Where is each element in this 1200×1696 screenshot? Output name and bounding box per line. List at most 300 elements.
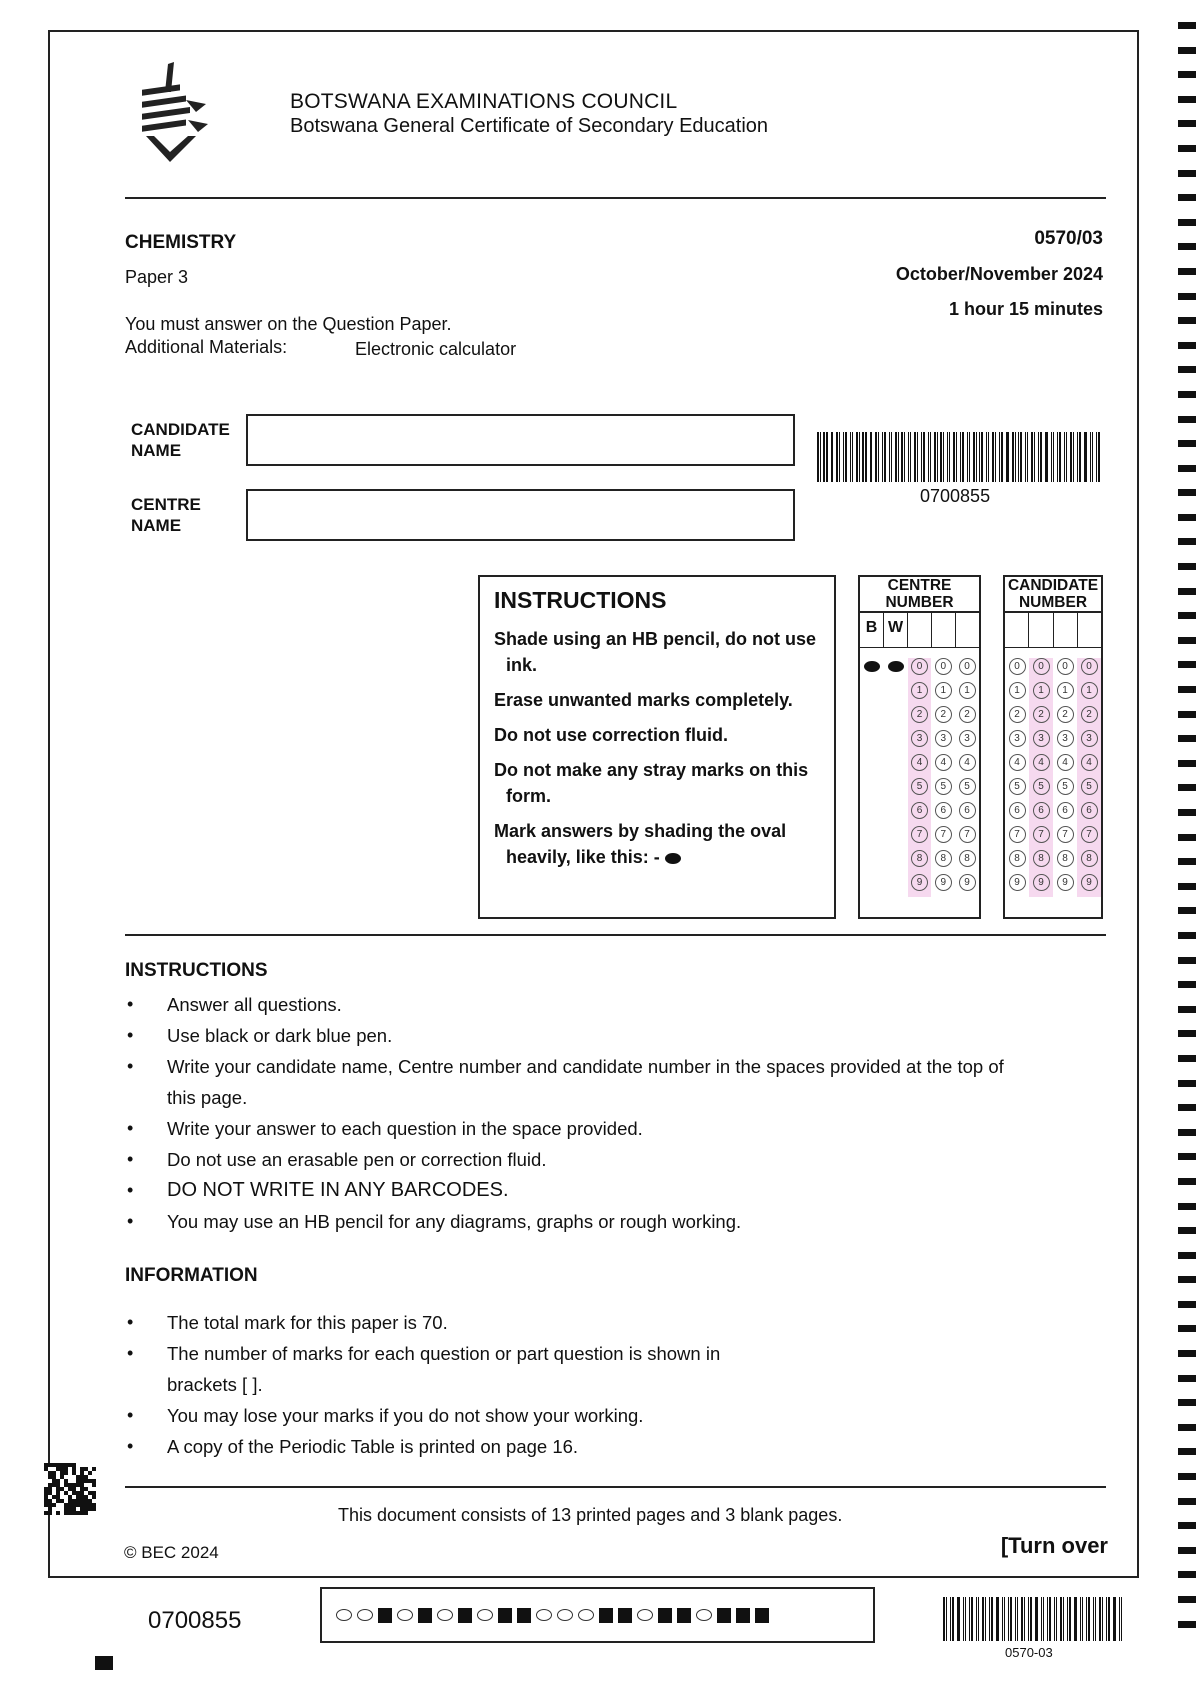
- timing-mark: [1178, 1325, 1196, 1332]
- digit-bubble[interactable]: 7: [1081, 826, 1098, 843]
- digit-bubble[interactable]: 3: [1033, 730, 1050, 747]
- barcode-bar: [1021, 1597, 1023, 1641]
- barcode-bar: [962, 432, 964, 482]
- barcode-bar: [1057, 432, 1058, 482]
- candidate-name-input[interactable]: [246, 414, 795, 466]
- barcode-bar: [940, 432, 941, 482]
- timing-mark: [1178, 907, 1196, 914]
- digit-bubble[interactable]: 5: [1057, 778, 1074, 795]
- digit-bubble[interactable]: 2: [1081, 706, 1098, 723]
- timing-mark: [1178, 1399, 1196, 1406]
- barcode-bar: [1079, 432, 1081, 482]
- grid-entry-cell[interactable]: [932, 613, 956, 647]
- digit-bubble[interactable]: 5: [1009, 778, 1026, 795]
- digit-bubble[interactable]: 7: [935, 826, 952, 843]
- barcode-bar: [1113, 1597, 1114, 1641]
- timing-mark: [1178, 883, 1196, 890]
- barcode-bar: [982, 1597, 984, 1641]
- barcode-bar: [979, 432, 980, 482]
- barcode-bar: [1093, 1597, 1094, 1641]
- timing-mark: [1178, 637, 1196, 644]
- barcode-bar: [1064, 432, 1065, 482]
- candidate-barcode: [817, 432, 1103, 482]
- omr-oval: [536, 1609, 552, 1621]
- digit-bubble[interactable]: 8: [1033, 850, 1050, 867]
- digit-bubble[interactable]: 2: [935, 706, 952, 723]
- timing-mark: [1178, 1104, 1196, 1111]
- barcode-bar: [1090, 432, 1092, 482]
- digit-bubble[interactable]: 8: [959, 850, 976, 867]
- digit-bubble[interactable]: 6: [935, 802, 952, 819]
- barcode-bar: [884, 432, 886, 482]
- omr-oval: [637, 1609, 653, 1621]
- barcode-bar: [1047, 1597, 1048, 1641]
- barcode-bar: [839, 432, 840, 482]
- grid-entry-cell[interactable]: [1054, 613, 1078, 647]
- digit-bubble[interactable]: 0: [935, 658, 952, 675]
- grid-bubbles: [1005, 648, 1101, 897]
- barcode-bar: [1063, 1597, 1064, 1641]
- digit-bubble[interactable]: 9: [1033, 874, 1050, 891]
- digit-bubble[interactable]: 4: [1057, 754, 1074, 771]
- digit-bubble[interactable]: 6: [959, 802, 976, 819]
- barcode-bar: [914, 432, 916, 482]
- timing-mark: [1178, 1473, 1196, 1480]
- digit-bubble[interactable]: 3: [911, 730, 928, 747]
- barcode-bar: [973, 432, 975, 482]
- timing-marks: [1178, 22, 1200, 1645]
- barcode-bar: [889, 432, 890, 482]
- barcode-bar: [1053, 432, 1054, 482]
- digit-bubble[interactable]: 8: [1081, 850, 1098, 867]
- bubble-column: [860, 658, 884, 897]
- barcode-bar: [995, 432, 996, 482]
- omr-square: [517, 1608, 531, 1623]
- barcode-bar: [1012, 432, 1014, 482]
- barcode-bar: [1080, 1597, 1082, 1641]
- barcode-bar: [965, 1597, 966, 1641]
- timing-mark: [1178, 1522, 1196, 1529]
- barcode-bar: [1095, 1597, 1096, 1641]
- omr-square: [618, 1608, 632, 1623]
- barcode-bar: [917, 432, 918, 482]
- digit-bubble[interactable]: 9: [935, 874, 952, 891]
- omr-oval: [357, 1609, 373, 1621]
- barcode-bar: [943, 1597, 945, 1641]
- barcode-bar: [1060, 1597, 1062, 1641]
- digit-bubble[interactable]: 9: [1057, 874, 1074, 891]
- digit-bubble[interactable]: 1: [911, 682, 928, 699]
- barcode-bar: [934, 432, 936, 482]
- label-line: NAME: [131, 516, 182, 535]
- timing-mark: [1178, 1448, 1196, 1455]
- barcode-bar: [865, 432, 867, 482]
- barcode-bar: [985, 1597, 986, 1641]
- turn-over: [Turn over: [1000, 1533, 1108, 1558]
- digit-bubble[interactable]: 0: [959, 658, 976, 675]
- barcode-bar: [950, 1597, 951, 1641]
- timing-mark: [1178, 1547, 1196, 1554]
- bubble-column: [1053, 658, 1077, 897]
- list-item: • Answer all questions.: [125, 989, 1005, 1020]
- answer-note: You must answer on the Question Paper.: [125, 314, 452, 334]
- timing-mark: [1178, 1276, 1196, 1283]
- barcode-bar: [928, 432, 929, 482]
- digit-bubble[interactable]: 8: [911, 850, 928, 867]
- omr-square: [755, 1608, 769, 1623]
- form-instruction-example: [494, 818, 820, 870]
- timing-mark: [1178, 809, 1196, 816]
- barcode-bar: [891, 432, 892, 482]
- timing-mark: [1178, 71, 1196, 78]
- label-line: CENTRE: [131, 495, 201, 514]
- digit-bubble[interactable]: 0: [1081, 658, 1098, 675]
- barcode-bar: [875, 432, 877, 482]
- paper-code-small: 0570-03: [1005, 1645, 1053, 1660]
- barcode-bar: [1085, 432, 1086, 482]
- barcode-bar: [856, 432, 858, 482]
- digit-bubble[interactable]: 7: [1009, 826, 1026, 843]
- barcode-bar: [1025, 432, 1026, 482]
- digit-bubble[interactable]: 1: [935, 682, 952, 699]
- barcode-bar: [997, 1597, 998, 1641]
- timing-mark: [1178, 465, 1196, 472]
- list-item: • Write your answer to each question in the space provided.: [125, 1113, 1005, 1144]
- information-list: [125, 1307, 765, 1462]
- omr-oval: [397, 1609, 413, 1621]
- barcode-bar: [817, 432, 819, 482]
- barcode-number: 0700855: [920, 486, 991, 506]
- timing-mark: [1178, 1596, 1196, 1603]
- barcode-bar: [836, 432, 838, 482]
- digit-bubble[interactable]: 5: [911, 778, 928, 795]
- timing-mark: [1178, 366, 1196, 373]
- digit-bubble[interactable]: 6: [911, 802, 928, 819]
- timing-mark: [1178, 391, 1196, 398]
- digit-bubble[interactable]: 7: [911, 826, 928, 843]
- barcode-bar: [921, 432, 922, 482]
- list-item: • Write your candidate name, Centre number and candidate number in the spaces provided at the top of this page.: [125, 1051, 1005, 1113]
- barcode-bar: [1017, 1597, 1018, 1641]
- grid-entry-cell[interactable]: [908, 613, 932, 647]
- timing-mark: [1178, 1203, 1196, 1210]
- omr-oval: [437, 1609, 453, 1621]
- qr-code: [44, 1463, 96, 1515]
- digit-bubble[interactable]: 3: [935, 730, 952, 747]
- barcode-bar: [952, 1597, 954, 1641]
- barcode-bar: [978, 1597, 979, 1641]
- grid-entry-cell[interactable]: [1005, 613, 1029, 647]
- timing-mark: [1178, 1252, 1196, 1259]
- materials-label: Additional Materials:: [125, 337, 288, 357]
- barcode-bar: [1006, 432, 1007, 482]
- grid-entry-cell[interactable]: [956, 613, 979, 647]
- barcode-bar: [947, 432, 948, 482]
- timing-mark: [1178, 563, 1196, 570]
- digit-bubble[interactable]: 8: [1057, 850, 1074, 867]
- timing-mark: [1178, 243, 1196, 250]
- centre-grid-title: [860, 577, 979, 613]
- barcode-bar: [1038, 432, 1039, 482]
- barcode-bar: [1018, 432, 1019, 482]
- barcode-bar: [1002, 1597, 1004, 1641]
- title-line: NUMBER: [885, 594, 954, 611]
- digit-bubble[interactable]: 4: [911, 754, 928, 771]
- barcode-bar: [1020, 432, 1022, 482]
- digit-bubble[interactable]: 2: [959, 706, 976, 723]
- timing-mark: [1178, 219, 1196, 226]
- paper-number: Paper 3: [125, 267, 189, 287]
- centre-number-grid: [858, 575, 981, 919]
- council-name: BOTSWANA EXAMINATIONS COUNCIL: [290, 90, 678, 113]
- qr-module: [92, 1511, 96, 1515]
- barcode-bar: [901, 432, 902, 482]
- barcode-bar: [1046, 432, 1047, 482]
- timing-mark: [1178, 1055, 1196, 1062]
- divider: [62, 1576, 1134, 1578]
- digit-bubble[interactable]: 5: [959, 778, 976, 795]
- barcode-bar: [996, 1597, 997, 1641]
- omr-oval: [557, 1609, 573, 1621]
- digit-bubble[interactable]: 6: [1033, 802, 1050, 819]
- timing-mark: [1178, 47, 1196, 54]
- digit-bubble[interactable]: 5: [1033, 778, 1050, 795]
- copyright: © BEC 2024: [124, 1543, 219, 1562]
- barcode-bar: [1007, 432, 1008, 482]
- bubble-column: [1077, 658, 1101, 897]
- timing-mark: [1178, 1571, 1196, 1578]
- barcode-bar: [960, 432, 961, 482]
- timing-mark: [1178, 1129, 1196, 1136]
- timing-mark: [1178, 1621, 1196, 1628]
- timing-mark: [1178, 538, 1196, 545]
- timing-mark: [1178, 1030, 1196, 1037]
- centre-name-input[interactable]: [246, 489, 795, 541]
- barcode-bar: [1099, 1597, 1101, 1641]
- omr-square: [599, 1608, 613, 1623]
- barcode-bar: [871, 432, 872, 482]
- barcode-bar: [823, 432, 824, 482]
- barcode-bar: [1030, 1597, 1032, 1641]
- barcode-bar: [1028, 1597, 1029, 1641]
- timing-mark: [1178, 760, 1196, 767]
- omr-square: [736, 1608, 750, 1623]
- digit-bubble[interactable]: 7: [1033, 826, 1050, 843]
- list-item: • You may lose your marks if you do not show your working.: [125, 1400, 765, 1431]
- barcode-bar: [1114, 1597, 1115, 1641]
- grid-entry-cell[interactable]: B: [860, 613, 884, 647]
- barcode-bar: [1075, 1597, 1076, 1641]
- duration: 1 hour 15 minutes: [948, 299, 1103, 319]
- digit-bubble[interactable]: 3: [1009, 730, 1026, 747]
- digit-bubble[interactable]: 5: [1081, 778, 1098, 795]
- barcode-bar: [1043, 1597, 1044, 1641]
- barcode-bar: [826, 432, 828, 482]
- barcode-bar: [949, 432, 950, 482]
- barcode-bar: [831, 432, 832, 482]
- digit-bubble[interactable]: 9: [1009, 874, 1026, 891]
- barcode-bar: [1031, 432, 1033, 482]
- digit-bubble[interactable]: 7: [959, 826, 976, 843]
- barcode-bar: [976, 1597, 977, 1641]
- digit-bubble[interactable]: 1: [1033, 682, 1050, 699]
- omr-oval: [696, 1609, 712, 1621]
- barcode-bar: [898, 432, 899, 482]
- digit-bubble[interactable]: 6: [1009, 802, 1026, 819]
- barcode-bar: [930, 432, 931, 482]
- barcode-bar: [1024, 1597, 1025, 1641]
- digit-bubble[interactable]: 2: [1033, 706, 1050, 723]
- barcode-bar: [1040, 432, 1042, 482]
- digit-bubble[interactable]: 3: [1081, 730, 1098, 747]
- omr-code-strip: [320, 1587, 875, 1643]
- digit-bubble[interactable]: 2: [911, 706, 928, 723]
- barcode-bar: [1073, 432, 1074, 482]
- bubble-column: [908, 658, 932, 897]
- paper-code: 0570/03: [1034, 228, 1103, 249]
- barcode-bar: [1082, 1597, 1083, 1641]
- form-instructions-title: INSTRUCTIONS: [494, 587, 667, 613]
- timing-mark: [1178, 170, 1196, 177]
- barcode-bar: [1066, 432, 1067, 482]
- barcode-bar: [1045, 432, 1046, 482]
- barcode-bar: [1086, 1597, 1087, 1641]
- omr-square: [677, 1608, 691, 1623]
- timing-mark: [1178, 1227, 1196, 1234]
- information-title: INFORMATION: [125, 1265, 258, 1286]
- label-line: NAME: [131, 441, 182, 460]
- digit-bubble[interactable]: 4: [935, 754, 952, 771]
- bubble-column: [1029, 658, 1053, 897]
- grid-entry-row: [860, 613, 979, 648]
- timing-mark: [1178, 834, 1196, 841]
- barcode-bar: [1059, 432, 1061, 482]
- label-line: CANDIDATE: [131, 420, 230, 439]
- digit-bubble[interactable]: 0: [1033, 658, 1050, 675]
- digit-bubble[interactable]: 9: [1081, 874, 1098, 891]
- timing-mark: [1178, 440, 1196, 447]
- grid-entry-cell[interactable]: [1078, 613, 1101, 647]
- filled-bubble: [864, 661, 880, 672]
- timing-mark: [1178, 293, 1196, 300]
- filled-bubble: [888, 661, 904, 672]
- timing-mark: [1178, 1080, 1196, 1087]
- omr-oval: [336, 1609, 352, 1621]
- timing-mark: [1178, 784, 1196, 791]
- digit-bubble[interactable]: 7: [1057, 826, 1074, 843]
- barcode-bar: [1088, 1597, 1090, 1641]
- list-item: • DO NOT WRITE IN ANY BARCODES.: [125, 1175, 1005, 1206]
- bubble-column: [955, 658, 979, 897]
- divider: [125, 1486, 1106, 1488]
- digit-bubble[interactable]: 1: [959, 682, 976, 699]
- barcode-bar: [999, 432, 1000, 482]
- barcode-bar: [870, 432, 871, 482]
- digit-bubble[interactable]: 2: [1009, 706, 1026, 723]
- barcode-bar: [820, 432, 821, 482]
- digit-bubble[interactable]: 4: [1033, 754, 1050, 771]
- list-item: • The number of marks for each question or part question is shown in brackets [ ].: [125, 1338, 765, 1400]
- omr-square: [658, 1608, 672, 1623]
- barcode-bar: [991, 1597, 993, 1641]
- digit-bubble[interactable]: 8: [1009, 850, 1026, 867]
- grid-entry-cell[interactable]: [1029, 613, 1053, 647]
- digit-bubble[interactable]: 8: [935, 850, 952, 867]
- centre-name-label: [131, 494, 201, 536]
- timing-mark: [1178, 96, 1196, 103]
- digit-bubble[interactable]: 3: [959, 730, 976, 747]
- digit-bubble[interactable]: 0: [911, 658, 928, 675]
- omr-square: [717, 1608, 731, 1623]
- form-instruction: Erase unwanted marks completely.: [494, 690, 793, 710]
- digit-bubble[interactable]: 9: [911, 874, 928, 891]
- timing-mark: [1178, 1375, 1196, 1382]
- digit-bubble[interactable]: 1: [1081, 682, 1098, 699]
- digit-bubble[interactable]: 4: [1081, 754, 1098, 771]
- grid-entry-cell[interactable]: W: [884, 613, 908, 647]
- divider: [125, 197, 1106, 199]
- digit-bubble[interactable]: 2: [1057, 706, 1074, 723]
- digit-bubble[interactable]: 1: [1057, 682, 1074, 699]
- timing-mark: [1178, 957, 1196, 964]
- paper-barcode: [943, 1597, 1125, 1641]
- barcode-bar: [923, 432, 925, 482]
- timing-mark: [1178, 268, 1196, 275]
- barcode-bar: [946, 1597, 947, 1641]
- timing-mark: [1178, 932, 1196, 939]
- barcode-bar: [1077, 432, 1078, 482]
- timing-mark: [1178, 661, 1196, 668]
- timing-mark: [1178, 416, 1196, 423]
- digit-bubble[interactable]: 4: [959, 754, 976, 771]
- barcode-bar: [1051, 432, 1053, 482]
- digit-bubble[interactable]: 9: [959, 874, 976, 891]
- barcode-bar: [989, 1597, 990, 1641]
- barcode-bar: [908, 432, 909, 482]
- digit-bubble[interactable]: 6: [1057, 802, 1074, 819]
- barcode-bar: [1121, 1597, 1122, 1641]
- digit-bubble[interactable]: 0: [1009, 658, 1026, 675]
- barcode-bar: [895, 432, 897, 482]
- barcode-bar: [981, 432, 983, 482]
- barcode-bar: [1106, 1597, 1107, 1641]
- digit-bubble[interactable]: 3: [1057, 730, 1074, 747]
- barcode-bar: [1015, 432, 1016, 482]
- barcode-bar: [1067, 1597, 1068, 1641]
- timing-mark: [1178, 342, 1196, 349]
- barcode-bar: [1074, 1597, 1075, 1641]
- timing-mark: [1178, 612, 1196, 619]
- digit-bubble[interactable]: 1: [1009, 682, 1026, 699]
- barcode-bar: [976, 432, 977, 482]
- digit-bubble[interactable]: 6: [1081, 802, 1098, 819]
- candidate-code: 0700855: [148, 1607, 242, 1634]
- title-line: CANDIDATE: [1007, 577, 1099, 594]
- instructions-list: [125, 989, 1005, 1237]
- form-instruction: Do not use correction fluid.: [494, 725, 729, 745]
- document-note: This document consists of 13 printed pages and 3 blank pages.: [338, 1505, 843, 1525]
- digit-bubble[interactable]: 4: [1009, 754, 1026, 771]
- barcode-bar: [845, 432, 847, 482]
- barcode-bar: [1070, 432, 1072, 482]
- candidate-grid-title: [1005, 577, 1101, 613]
- digit-bubble[interactable]: 5: [935, 778, 952, 795]
- barcode-bar: [878, 432, 879, 482]
- timing-mark: [1178, 981, 1196, 988]
- digit-bubble[interactable]: 0: [1057, 658, 1074, 675]
- barcode-bar: [850, 432, 851, 482]
- bubble-column: [1005, 658, 1029, 897]
